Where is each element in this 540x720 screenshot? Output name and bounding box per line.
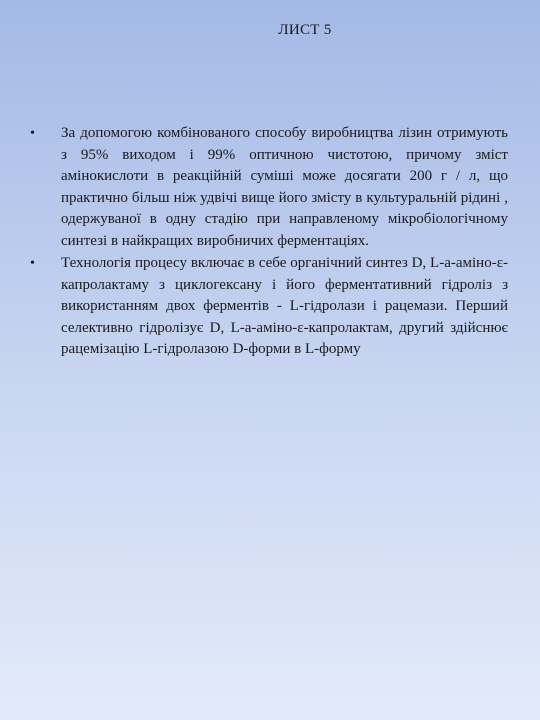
bullet-item-process-technology <box>28 253 508 361</box>
bullet-list <box>28 123 508 362</box>
bullet-text: Технологія процесу включає в себе органічний синтез D, L-a-аміно-ε-капролактаму з циклогексану і його ферментативний гідроліз з використанням двох ферментів - L-гідролази і рацемази. Перший селективно гідролізує D, L-a-аміно-ε-капролактам, другий здійснює рацемізацію L-гідролазою D-форми в L-форму <box>61 255 508 357</box>
slide-title: ЛИСТ 5 <box>278 22 332 38</box>
bullet-text: За допомогою комбінованого способу виробництва лізин отримують з 95% виходом і 99% оптичною чистотою, причому зміст амінокислоти в реакційній суміші може досягати 200 г / л, що практично більш ніж удвічі вище його змісту в культуральній рідині , одержуваної в одну стадію при направленому мікробіологічному синтезі в найкращих виробничих ферментаціях. <box>61 125 508 249</box>
bullet-item-lysine-yield <box>28 123 508 252</box>
bullet-icon: • <box>30 126 35 141</box>
bullet-icon: • <box>30 256 35 271</box>
